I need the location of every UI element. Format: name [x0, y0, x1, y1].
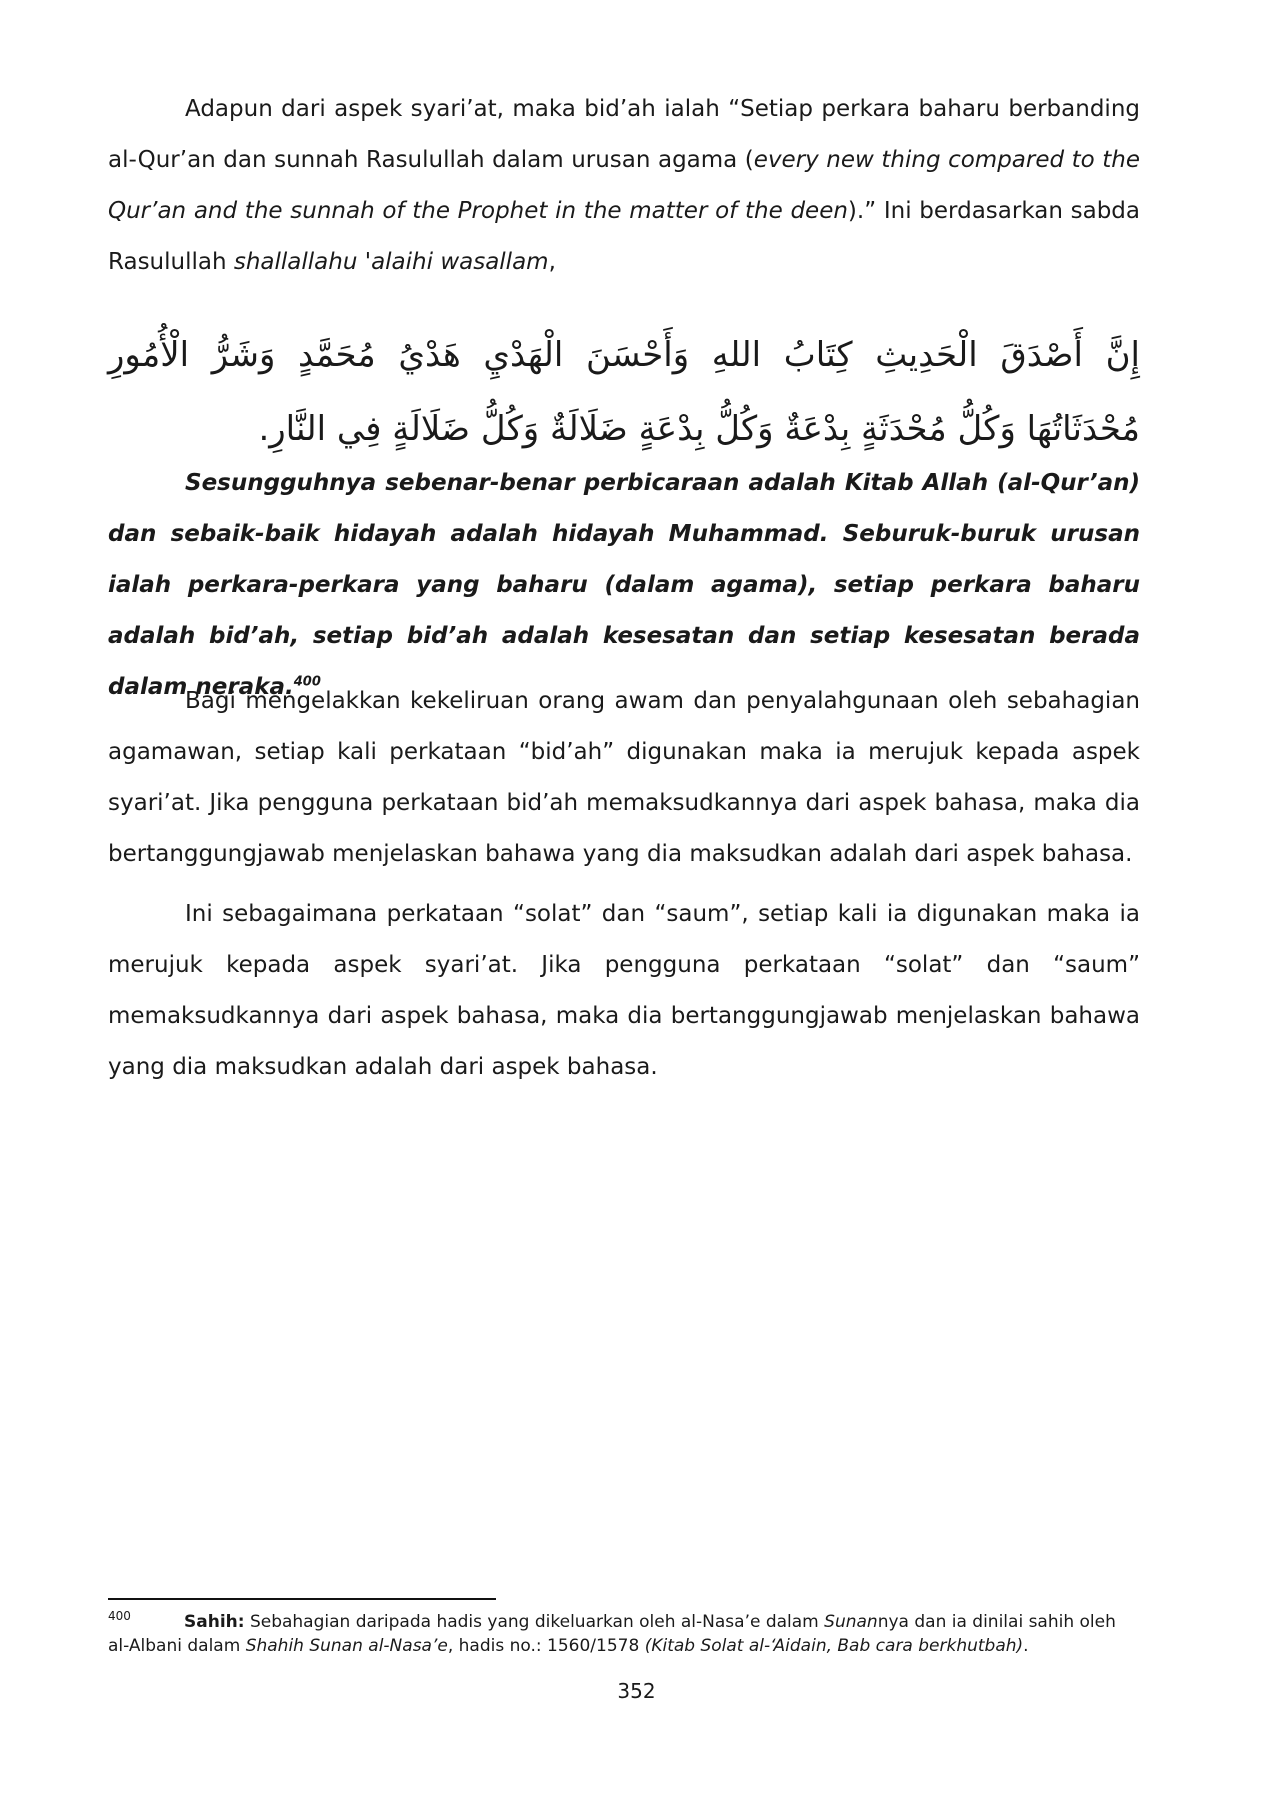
- footnote-separator: [108, 1598, 496, 1600]
- hadith-translation: [108, 458, 1140, 713]
- footnote: 400 Sahih: Sebahagian daripada hadis yang dikeluarkan oleh al-Nasa’e dalam Sunannya dan ia dinilai sahih oleh al-Albani dalam Shahih Sunan al-Nasa’e, hadis no.: 1560/1578 (Kitab Solat al-‘Aidain, Bab cara berkhutbah).: [108, 1609, 1116, 1656]
- arabic-hadith: إِنَّ أَصْدَقَ الْحَدِيثِ كِتَابُ اللهِ وَأَحْسَنَ الْهَدْيِ هَدْيُ مُحَمَّدٍ وَشَرُّ الْأُمُورِ مُحْدَثَاتُهَا وَكُلُّ مُحْدَثَةٍ بِدْعَةٌ وَكُلُّ بِدْعَةٍ ضَلَالَةٌ وَكُلُّ ضَلَالَةٍ فِي النَّارِ.: [108, 335, 1140, 449]
- paragraph-text: Adapun dari aspek syari’at, maka bid’ah ialah “Setiap perkara baharu berbanding al-Qur’an dan sunnah Rasulullah dalam urusan agama (: [108, 96, 1140, 173]
- footnote-reference[interactable]: 400: [293, 674, 321, 690]
- paragraph-text: ,: [548, 249, 556, 275]
- translation-text: Sesungguhnya sebenar-benar perbicaraan adalah Kitab Allah (al-Qur’an) dan sebaik-baik hidayah adalah hidayah Muhammad. Seburuk-buruk urusan ialah perkara-perkara yang baharu (dalam agama), setiap perkara baharu adalah bid’ah, setiap bid’ah adalah kesesatan dan setiap kesesatan berada dalam neraka.: [108, 470, 1140, 700]
- footnote-text: nya dan ia dinilai sahih oleh al-Albani dalam: [108, 1612, 1116, 1656]
- english-gloss: every new thing compared to the Qur’an and the sunnah of the Prophet in the matter of the deen: [108, 147, 1140, 224]
- paragraph-analogy: Ini sebagaimana perkataan “solat” dan “saum”, setiap kali ia digunakan maka ia merujuk kepada aspek syari’at. Jika pengguna perkataan “solat” dan “saum” memaksudkannya dari aspek bahasa, maka dia bertanggungjawab menjelaskan bahawa yang dia maksudkan adalah dari aspek bahasa.: [108, 901, 1140, 1080]
- honorific: shallallahu 'alaihi wasallam: [233, 249, 549, 275]
- paragraph-definition: [108, 84, 1140, 288]
- book-title: Sunan: [824, 1612, 878, 1632]
- paragraph-clarification: Bagi mengelakkan kekeliruan orang awam dan penyalahgunaan oleh sebahagian agamawan, setiap kali perkataan “bid’ah” digunakan maka ia merujuk kepada aspek syari’at. Jika pengguna perkataan bid’ah memaksudkannya dari aspek bahasa, maka dia bertanggungjawab menjelaskan bahawa yang dia maksudkan adalah dari aspek bahasa.: [108, 688, 1140, 867]
- footnote-label: Sahih:: [184, 1612, 245, 1632]
- footnote-text: .: [1023, 1636, 1029, 1656]
- footnote-text: , hadis no.: 1560/1578: [447, 1636, 645, 1656]
- footnote-text: Sebahagian daripada hadis yang dikeluarkan oleh al-Nasa’e dalam: [244, 1612, 825, 1632]
- page-number: 352: [617, 1679, 656, 1703]
- paragraph-text: ).” Ini berdasarkan sabda Rasulullah: [108, 198, 1140, 275]
- book-title: Shahih Sunan al-Nasa’e: [245, 1636, 448, 1656]
- chapter-reference: (Kitab Solat al-‘Aidain, Bab cara berkhutbah): [644, 1636, 1024, 1656]
